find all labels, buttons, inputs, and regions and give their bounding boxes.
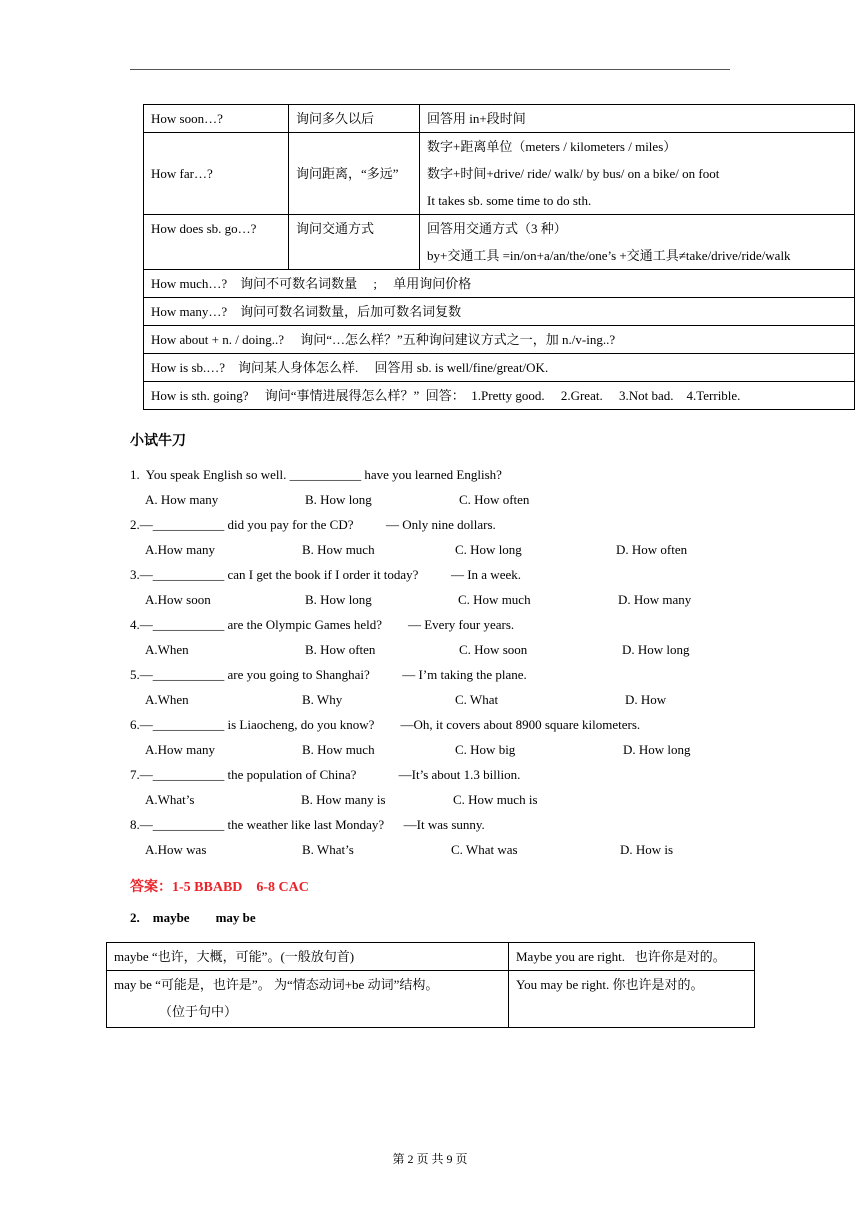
question-2: 2.—___________ did you pay for the CD? — Only nine dollars.	[130, 517, 496, 532]
table-row	[144, 326, 855, 354]
table-cell: Maybe you are right. 也许你是对的。	[509, 943, 755, 971]
table-cell: You may be right. 你也许是对的。	[509, 971, 755, 1028]
table-cell: may be “可能是，也许是”。 为“情态动词+be 动词”结构。 （位于句中）	[107, 971, 509, 1028]
option: A.How was	[145, 842, 207, 857]
table-row	[144, 105, 855, 133]
option: C. What was	[451, 842, 518, 857]
table-row	[107, 971, 755, 1028]
table-cell: How is sb.…? 询问某人身体怎么样. 回答用 sb. is well/fine/great/OK.	[144, 354, 855, 382]
table-cell: 询问多久以后	[289, 105, 420, 133]
table-cell: How is sth. going? 询问“事情进展得怎么样？” 回答： 1.Pretty good. 2.Great. 3.Not bad. 4.Terrible.	[144, 382, 855, 410]
option: C. How much	[458, 592, 531, 607]
table-row	[144, 215, 855, 270]
maybe-table	[106, 942, 755, 1028]
option: B. How often	[305, 642, 376, 657]
option: C. How big	[455, 742, 516, 757]
table-cell: How does sb. go…?	[144, 215, 289, 270]
option: C. How often	[459, 492, 530, 507]
option: D. How long	[622, 642, 690, 657]
option: D. How is	[620, 842, 674, 857]
option: D. How often	[616, 542, 688, 557]
option: B. How many is	[301, 792, 386, 807]
option: C. How soon	[459, 642, 528, 657]
table-row	[144, 298, 855, 326]
answer-key: 答案：1-5 BBABD 6-8 CAC	[130, 880, 309, 895]
option: B. Why	[302, 692, 343, 707]
table-cell: How much…? 询问不可数名词数量 ; 单用询问价格	[144, 270, 855, 298]
question-8: 8.—___________ the weather like last Monday? —It was sunny.	[130, 817, 485, 832]
question-4: 4.—___________ are the Olympic Games held? — Every four years.	[130, 617, 515, 632]
table-cell: How soon…?	[144, 105, 289, 133]
option: C. How long	[455, 542, 522, 557]
option: A.When	[145, 692, 189, 707]
option: B. How long	[305, 592, 372, 607]
table-row	[144, 133, 855, 215]
question-1: 1. You speak English so well. ___________ have you learned English?	[130, 467, 502, 482]
question-3: 3.—___________ can I get the book if I order it today? — In a week.	[130, 567, 521, 582]
option: B. What’s	[302, 842, 354, 857]
option: A.What’s	[145, 792, 195, 807]
table-row	[144, 354, 855, 382]
option: A.How soon	[145, 592, 211, 607]
how-questions-table	[143, 104, 855, 410]
option: D. How	[625, 692, 667, 707]
question-5: 5.—___________ are you going to Shanghai? — I’m taking the plane.	[130, 667, 527, 682]
table-cell: How far…?	[144, 133, 289, 215]
table-cell: maybe “也许，大概，可能”。(一般放句首)	[107, 943, 509, 971]
option: D. How long	[623, 742, 691, 757]
header-rule	[130, 69, 730, 70]
table-cell: 数字+距离单位（meters / kilometers / miles） 数字+时间+drive/ ride/ walk/ by bus/ on a bike/ on foot It takes sb. some time to do sth.	[420, 133, 855, 215]
option: B. How much	[302, 742, 375, 757]
table-cell: 回答用交通方式（3 种） by+交通工具 =in/on+a/an/the/one’s +交通工具≠take/drive/ride/walk	[420, 215, 855, 270]
table-cell: 询问交通方式	[289, 215, 420, 270]
table-cell: 询问距离，“多远”	[289, 133, 420, 215]
option: C. How much is	[453, 792, 538, 807]
option: C. What	[455, 692, 499, 707]
table-cell: How many…? 询问可数名词数量，后加可数名词复数	[144, 298, 855, 326]
option: A. How many	[145, 492, 219, 507]
question-6: 6.—___________ is Liaocheng, do you know? —Oh, it covers about 8900 square kilometers.	[130, 717, 641, 732]
option: A.When	[145, 642, 189, 657]
option: A.How many	[145, 742, 216, 757]
table-row	[144, 270, 855, 298]
option: A.How many	[145, 542, 216, 557]
table-cell: 回答用 in+段时间	[420, 105, 855, 133]
page-footer: 第 2 页 共 9 页	[392, 1152, 468, 1166]
question-7: 7.—___________ the population of China? —It’s about 1.3 billion.	[130, 767, 521, 782]
option: B. How long	[305, 492, 372, 507]
section2-title: 2. maybe may be	[130, 910, 256, 925]
table-cell: How about + n. / doing..? 询问“…怎么样？”五种询问建议方式之一，加 n./v-ing..?	[144, 326, 855, 354]
option: B. How much	[302, 542, 375, 557]
option: D. How many	[618, 592, 692, 607]
table-row	[107, 943, 755, 971]
section-title: 小试牛刀	[130, 434, 186, 449]
table-row	[144, 382, 855, 410]
